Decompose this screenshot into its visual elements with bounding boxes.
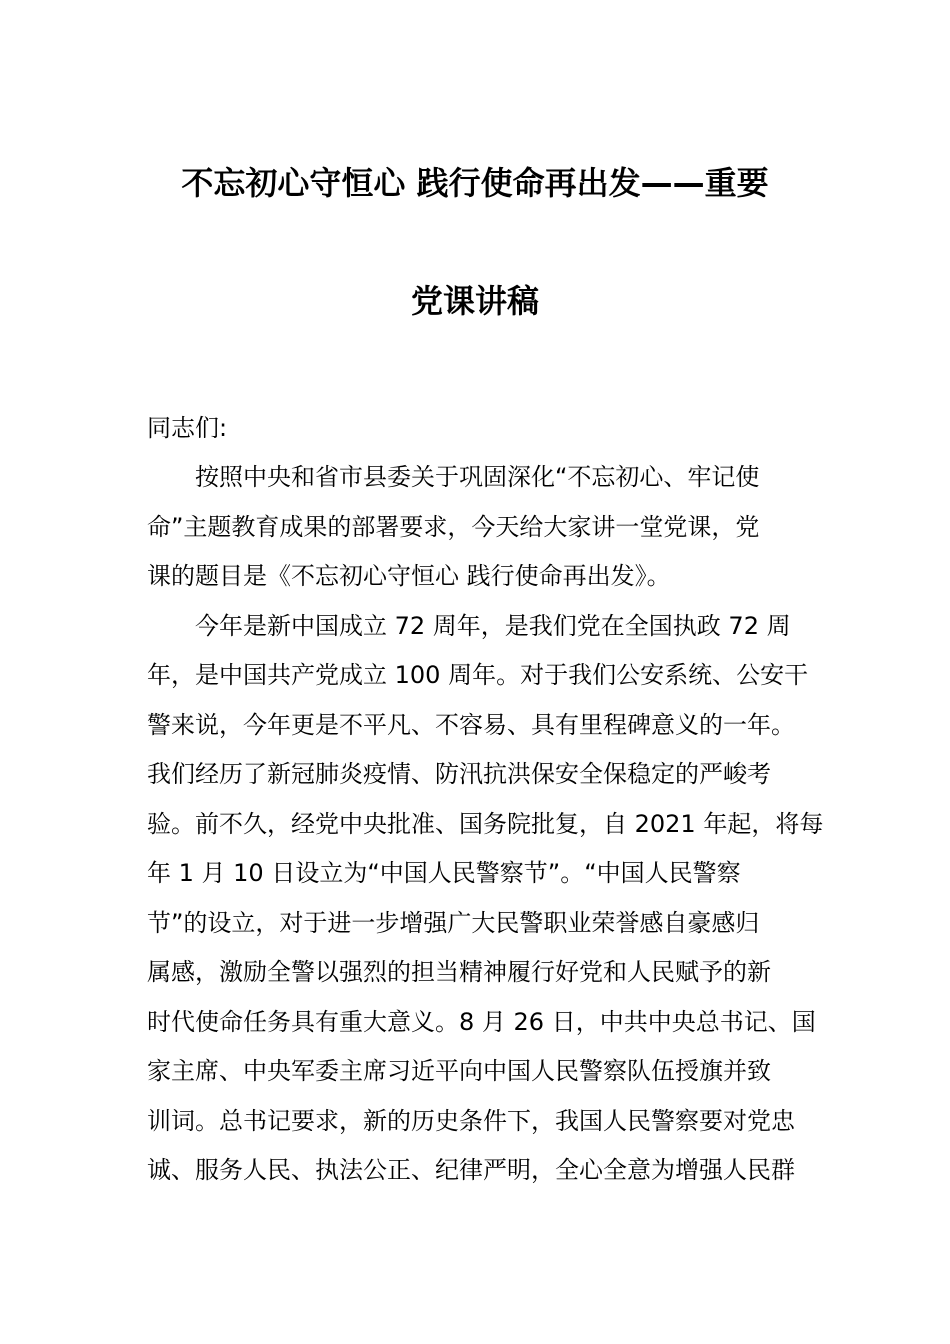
paragraph-line: 按照中央和省市县委关于巩固深化“不忘初心、牢记使 <box>195 463 760 491</box>
paragraph-line: 训词。总书记要求，新的历史条件下，我国人民警察要对党忠 <box>147 1107 795 1135</box>
paragraph-line: 今年是新中国成立 72 周年，是我们党在全国执政 72 周 <box>195 612 791 640</box>
paragraph-line: 年，是中国共产党成立 100 周年。对于我们公安系统、公安干 <box>147 661 809 689</box>
paragraph-line: 年 1 月 10 日设立为“中国人民警察节”。“中国人民警察 <box>147 859 741 887</box>
paragraph-line: 警来说，今年更是不平凡、不容易、具有里程碑意义的一年。 <box>147 711 795 739</box>
paragraph-line: 验。前不久，经党中央批准、国务院批复，自 2021 年起，将每 <box>147 810 824 838</box>
paragraph-line: 命”主题教育成果的部署要求，今天给大家讲一堂党课，党 <box>147 513 760 541</box>
document-title-line-2: 党课讲稿 <box>410 282 539 320</box>
paragraph-line: 时代使命任务具有重大意义。8 月 26 日，中共中央总书记、国 <box>147 1008 816 1036</box>
document-title-line-1: 不忘初心守恒心 践行使命再出发——重要 <box>181 164 769 202</box>
paragraph-line: 课的题目是《不忘初心守恒心 践行使命再出发》。 <box>147 562 671 590</box>
paragraph-line: 我们经历了新冠肺炎疫情、防汛抗洪保安全保稳定的严峻考 <box>147 760 771 788</box>
paragraph-line: 诚、服务人民、执法公正、纪律严明，全心全意为增强人民群 <box>147 1156 795 1184</box>
paragraph-line: 家主席、中央军委主席习近平向中国人民警察队伍授旗并致 <box>147 1057 771 1085</box>
salutation: 同志们: <box>147 414 228 442</box>
paragraph-line: 节”的设立，对于进一步增强广大民警职业荣誉感自豪感归 <box>147 909 760 937</box>
paragraph-line: 属感，激励全警以强烈的担当精神履行好党和人民赋予的新 <box>147 958 771 986</box>
